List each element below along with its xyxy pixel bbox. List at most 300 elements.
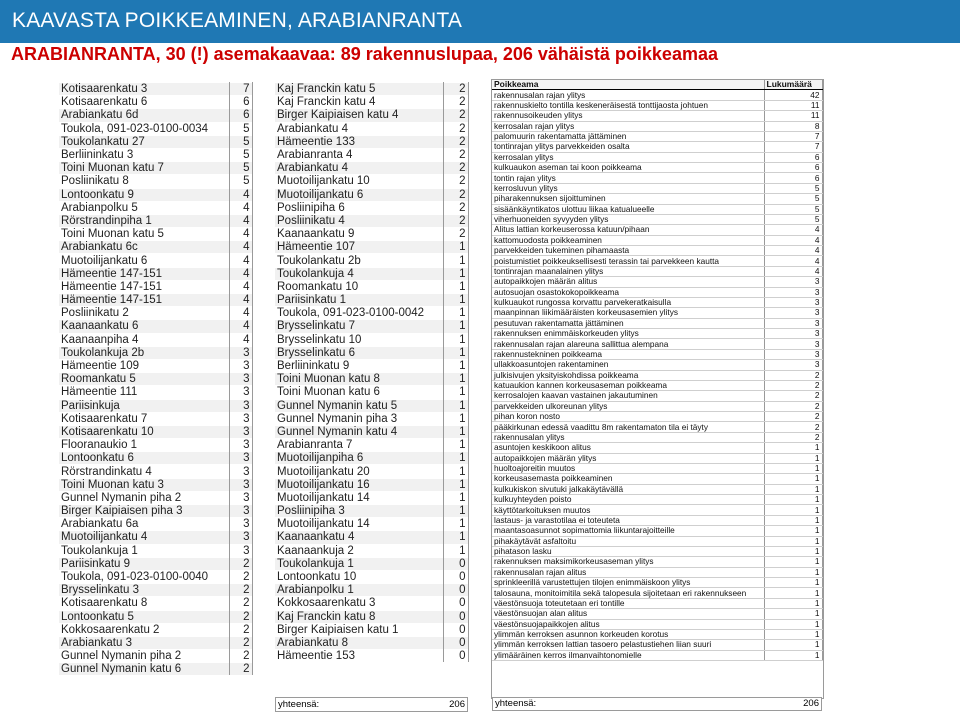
row-label: autopaikkojen määrän alitus bbox=[492, 277, 764, 287]
table-row bbox=[275, 188, 468, 201]
table-row bbox=[59, 597, 252, 610]
row-label: asuntojen keskikoon alitus bbox=[492, 443, 764, 453]
row-count: 1 bbox=[443, 320, 468, 333]
table-row bbox=[59, 610, 252, 623]
row-label: Toukola, 091-023-0100-0040 bbox=[59, 570, 229, 583]
table-row bbox=[59, 636, 252, 649]
row-label: autosuojan osastokokopoikkeama bbox=[492, 287, 764, 297]
table-row bbox=[492, 194, 822, 204]
row-count: 0 bbox=[443, 610, 468, 623]
row-count: 1 bbox=[443, 307, 468, 320]
row-label: Posliinikatu 2 bbox=[59, 307, 229, 320]
row-count: 2 bbox=[443, 228, 468, 241]
row-label: julkisivujen yksityiskohdissa poikkeama bbox=[492, 370, 764, 380]
row-label: Gunnel Nymanin katu 6 bbox=[59, 663, 229, 676]
row-count: 6 bbox=[229, 109, 252, 122]
total-label: yhteensä: bbox=[278, 699, 320, 710]
row-label: väestönsuojan alan alitus bbox=[492, 609, 764, 619]
deviation-table-total bbox=[492, 697, 822, 711]
table-row bbox=[59, 570, 252, 583]
table-row bbox=[492, 422, 822, 432]
row-count: 2 bbox=[443, 148, 468, 161]
row-count: 4 bbox=[229, 280, 252, 293]
row-label: Pariisinkatu 1 bbox=[275, 294, 443, 307]
table-row bbox=[275, 254, 468, 267]
table-row bbox=[492, 360, 822, 370]
table-row bbox=[492, 588, 822, 598]
table-row bbox=[275, 544, 468, 557]
row-label: parvekkeiden tukeminen pihamaasta bbox=[492, 246, 764, 256]
table-row bbox=[59, 399, 252, 412]
row-label: rakennusalan rajan ylitys bbox=[492, 90, 764, 100]
row-label: pihatason lasku bbox=[492, 546, 764, 556]
row-count: 1 bbox=[443, 439, 468, 452]
table-row bbox=[59, 294, 252, 307]
row-label: Gunnel Nymanin katu 4 bbox=[275, 425, 443, 438]
table-row bbox=[59, 307, 252, 320]
deviation-table-header bbox=[492, 80, 822, 90]
row-label: Muotoilijankatu 6 bbox=[275, 188, 443, 201]
row-label: Arabiankatu 4 bbox=[275, 122, 443, 135]
table-row bbox=[275, 478, 468, 491]
row-count: 2 bbox=[229, 570, 252, 583]
row-count: 4 bbox=[764, 225, 822, 235]
address-table-left bbox=[59, 82, 253, 675]
row-label: Toukolankuja 1 bbox=[59, 544, 229, 557]
table-row bbox=[275, 359, 468, 372]
row-label: Kotisaarenkatu 3 bbox=[59, 83, 229, 96]
row-label: Arabiankatu 6d bbox=[59, 109, 229, 122]
row-count: 1 bbox=[764, 619, 822, 629]
row-count: 1 bbox=[443, 294, 468, 307]
row-label: Toukola, 091-023-0100-0034 bbox=[59, 122, 229, 135]
table-row bbox=[492, 474, 822, 484]
table-row bbox=[59, 623, 252, 636]
table-row bbox=[492, 235, 822, 245]
row-label: autopaikkojen määrän ylitys bbox=[492, 453, 764, 463]
table-row bbox=[492, 370, 822, 380]
row-count: 11 bbox=[764, 100, 822, 110]
row-count: 3 bbox=[229, 478, 252, 491]
row-count: 5 bbox=[764, 214, 822, 224]
row-count: 0 bbox=[443, 584, 468, 597]
row-label: Toini Muonan katu 8 bbox=[275, 373, 443, 386]
table-row bbox=[492, 401, 822, 411]
row-label: sprinkleerillä varustettujen tilojen enimmäiskoon ylitys bbox=[492, 578, 764, 588]
row-label: rakennusalan rajan alareuna sallittua alempana bbox=[492, 339, 764, 349]
row-label: Birger Kaipiaisen katu 4 bbox=[275, 109, 443, 122]
row-count: 3 bbox=[764, 277, 822, 287]
header-cell-count: Lukumäärä bbox=[764, 80, 822, 90]
table-row bbox=[59, 148, 252, 161]
row-label: ylimmän kerroksen asunnon korkeuden korotus bbox=[492, 629, 764, 639]
table-row bbox=[59, 425, 252, 438]
table-row bbox=[492, 121, 822, 131]
row-label: Hämeentie 109 bbox=[59, 359, 229, 372]
row-count: 1 bbox=[764, 557, 822, 567]
table-row bbox=[275, 373, 468, 386]
row-count: 1 bbox=[764, 526, 822, 536]
row-count: 3 bbox=[764, 360, 822, 370]
table-row bbox=[492, 163, 822, 173]
row-label: viherhuoneiden syvyyden ylitys bbox=[492, 214, 764, 224]
row-label: Posliinikatu 4 bbox=[275, 214, 443, 227]
row-label: katuaukion kannen korkeusaseman poikkeama bbox=[492, 380, 764, 390]
address-table-middle bbox=[275, 82, 469, 662]
table-row bbox=[492, 256, 822, 266]
row-count: 1 bbox=[764, 443, 822, 453]
row-label: palomuurin rakentamatta jättäminen bbox=[492, 131, 764, 141]
table-row bbox=[492, 515, 822, 525]
row-label: Hämeentie 147-151 bbox=[59, 280, 229, 293]
row-label: Toukolankatu 27 bbox=[59, 135, 229, 148]
row-label: Brysselinkatu 6 bbox=[275, 346, 443, 359]
table-row bbox=[59, 557, 252, 570]
table-row bbox=[492, 505, 822, 515]
table-row bbox=[59, 228, 252, 241]
row-label: Lontoonkatu 5 bbox=[59, 610, 229, 623]
table-row bbox=[275, 109, 468, 122]
row-count: 4 bbox=[764, 256, 822, 266]
row-count: 4 bbox=[229, 241, 252, 254]
row-count: 2 bbox=[764, 370, 822, 380]
table-row bbox=[492, 536, 822, 546]
row-label: Berliininkatu 9 bbox=[275, 359, 443, 372]
table-row bbox=[59, 544, 252, 557]
table-row bbox=[59, 214, 252, 227]
row-count: 2 bbox=[229, 597, 252, 610]
row-label: Roomankatu 5 bbox=[59, 373, 229, 386]
row-count: 2 bbox=[764, 412, 822, 422]
row-count: 4 bbox=[229, 307, 252, 320]
table-row bbox=[275, 228, 468, 241]
table-row bbox=[492, 318, 822, 328]
row-count: 3 bbox=[229, 452, 252, 465]
row-count: 5 bbox=[229, 148, 252, 161]
row-count: 4 bbox=[229, 267, 252, 280]
row-count: 3 bbox=[764, 318, 822, 328]
row-label: Gunnel Nymanin piha 2 bbox=[59, 650, 229, 663]
row-label: Muotoilijankatu 10 bbox=[275, 175, 443, 188]
table-row bbox=[492, 650, 822, 660]
row-label: kulkuaukot rungossa korvattu parvekeratkaisulla bbox=[492, 297, 764, 307]
table-row bbox=[275, 386, 468, 399]
row-label: korkeusasemasta poikkeaminen bbox=[492, 474, 764, 484]
table-row bbox=[59, 386, 252, 399]
table-row bbox=[59, 584, 252, 597]
row-count: 2 bbox=[443, 109, 468, 122]
row-label: rakennusalan rajan alitus bbox=[492, 567, 764, 577]
row-count: 3 bbox=[229, 373, 252, 386]
row-label: Gunnel Nymanin katu 5 bbox=[275, 399, 443, 412]
table-row bbox=[275, 570, 468, 583]
row-label: tontin rajan ylitys bbox=[492, 173, 764, 183]
row-count: 0 bbox=[443, 623, 468, 636]
row-count: 2 bbox=[229, 557, 252, 570]
table-row bbox=[275, 412, 468, 425]
row-label: Muotoilijankatu 20 bbox=[275, 465, 443, 478]
row-count: 4 bbox=[229, 320, 252, 333]
header-cell-deviation: Poikkeama bbox=[492, 80, 764, 90]
row-count: 2 bbox=[229, 610, 252, 623]
table-row bbox=[275, 333, 468, 346]
row-label: huoltoajoreitin muutos bbox=[492, 463, 764, 473]
row-count: 6 bbox=[764, 173, 822, 183]
page-subtitle: ARABIANRANTA, 30 (!) asemakaavaa: 89 rakennuslupaa, 206 vähäistä poikkeamaa bbox=[11, 44, 718, 64]
row-count: 3 bbox=[229, 399, 252, 412]
row-count: 1 bbox=[764, 463, 822, 473]
deviation-table bbox=[492, 80, 823, 661]
row-label: Arabianranta 4 bbox=[275, 148, 443, 161]
table-row bbox=[492, 90, 822, 100]
row-count: 1 bbox=[443, 399, 468, 412]
row-label: Arabianranta 7 bbox=[275, 439, 443, 452]
row-count: 2 bbox=[443, 122, 468, 135]
page-title: KAAVASTA POIKKEAMINEN, ARABIANRANTA bbox=[12, 9, 463, 32]
table-row bbox=[275, 175, 468, 188]
row-label: rakennuksen maksimikorkeusaseman ylitys bbox=[492, 557, 764, 567]
row-label: Kokkosaarenkatu 2 bbox=[59, 623, 229, 636]
row-label: Hämeentie 133 bbox=[275, 135, 443, 148]
row-count: 1 bbox=[764, 588, 822, 598]
row-count: 1 bbox=[443, 505, 468, 518]
row-count: 1 bbox=[764, 505, 822, 515]
row-count: 2 bbox=[764, 380, 822, 390]
row-label: poistumistiet poikkeuksellisesti terassin tai parvekkeen kautta bbox=[492, 256, 764, 266]
row-label: ylimmän kerroksen lattian tasoero pelastustiehen liian suuri bbox=[492, 640, 764, 650]
row-count: 7 bbox=[764, 142, 822, 152]
row-label: Birger Kaipiaisen katu 1 bbox=[275, 623, 443, 636]
row-count: 3 bbox=[764, 287, 822, 297]
table-row bbox=[59, 122, 252, 135]
table-row bbox=[492, 277, 822, 287]
row-label: Kaj Franckin katu 8 bbox=[275, 610, 443, 623]
table-row bbox=[492, 463, 822, 473]
table-row bbox=[59, 478, 252, 491]
row-label: Kaj Franckin katu 5 bbox=[275, 83, 443, 96]
row-label: kerrosluvun ylitys bbox=[492, 183, 764, 193]
table-row bbox=[492, 339, 822, 349]
row-count: 3 bbox=[229, 518, 252, 531]
row-count: 0 bbox=[443, 597, 468, 610]
row-count: 2 bbox=[443, 188, 468, 201]
row-count: 0 bbox=[443, 636, 468, 649]
row-count: 1 bbox=[443, 478, 468, 491]
row-count: 5 bbox=[229, 122, 252, 135]
row-count: 0 bbox=[443, 650, 468, 663]
row-count: 4 bbox=[229, 294, 252, 307]
table-row bbox=[59, 267, 252, 280]
row-count: 1 bbox=[764, 495, 822, 505]
row-label: Kotisaarenkatu 7 bbox=[59, 412, 229, 425]
deviation-table-body bbox=[492, 80, 822, 661]
row-label: Kaanaankatu 9 bbox=[275, 228, 443, 241]
row-label: Toukolankuja 1 bbox=[275, 557, 443, 570]
row-count: 1 bbox=[764, 640, 822, 650]
row-count: 1 bbox=[443, 425, 468, 438]
row-count: 3 bbox=[229, 346, 252, 359]
row-count: 1 bbox=[443, 241, 468, 254]
table-row bbox=[275, 346, 468, 359]
row-count: 3 bbox=[229, 544, 252, 557]
row-count: 1 bbox=[443, 465, 468, 478]
row-count: 1 bbox=[443, 544, 468, 557]
row-label: kerrosalan ylitys bbox=[492, 152, 764, 162]
row-count: 42 bbox=[764, 90, 822, 100]
row-label: Hämeentie 107 bbox=[275, 241, 443, 254]
table-row bbox=[492, 432, 822, 442]
table-row bbox=[59, 412, 252, 425]
table-row bbox=[492, 349, 822, 359]
row-label: Pariisinkatu 9 bbox=[59, 557, 229, 570]
row-label: Arabiankatu 6a bbox=[59, 518, 229, 531]
row-label: Kotisaarenkatu 10 bbox=[59, 425, 229, 438]
row-label: Posliinipiha 3 bbox=[275, 505, 443, 518]
row-count: 6 bbox=[229, 96, 252, 109]
row-label: Kaanaankatu 6 bbox=[59, 320, 229, 333]
table-row bbox=[275, 623, 468, 636]
row-label: rakennuksen enimmäiskorkeuden ylitys bbox=[492, 329, 764, 339]
row-count: 5 bbox=[229, 175, 252, 188]
row-count: 1 bbox=[443, 412, 468, 425]
row-label: kerrosalan rajan ylitys bbox=[492, 121, 764, 131]
table-row bbox=[275, 584, 468, 597]
table-row bbox=[59, 135, 252, 148]
row-count: 1 bbox=[764, 474, 822, 484]
row-count: 4 bbox=[229, 333, 252, 346]
row-label: väestönsuojapaikkojen alitus bbox=[492, 619, 764, 629]
table-row bbox=[492, 546, 822, 556]
row-label: Kotisaarenkatu 8 bbox=[59, 597, 229, 610]
table-row bbox=[492, 443, 822, 453]
table-row bbox=[492, 526, 822, 536]
row-count: 2 bbox=[443, 162, 468, 175]
table-row bbox=[59, 663, 252, 676]
row-label: Lontoonkatu 6 bbox=[59, 452, 229, 465]
row-label: Roomankatu 10 bbox=[275, 280, 443, 293]
table-row bbox=[492, 578, 822, 588]
row-count: 1 bbox=[764, 567, 822, 577]
row-label: Kaanaankuja 2 bbox=[275, 544, 443, 557]
row-label: Toini Muonan katu 5 bbox=[59, 228, 229, 241]
row-count: 1 bbox=[443, 280, 468, 293]
table-row bbox=[492, 484, 822, 494]
row-label: Muotoilijankatu 14 bbox=[275, 491, 443, 504]
table-row bbox=[275, 425, 468, 438]
table-row bbox=[275, 135, 468, 148]
row-label: Muotoilijankatu 16 bbox=[275, 478, 443, 491]
row-count: 1 bbox=[443, 518, 468, 531]
row-count: 3 bbox=[229, 531, 252, 544]
row-count: 5 bbox=[764, 183, 822, 193]
row-label: Hämeentie 153 bbox=[275, 650, 443, 663]
address-table-middle-total bbox=[275, 697, 468, 712]
row-label: Posliinikatu 8 bbox=[59, 175, 229, 188]
row-label: Posliinipiha 6 bbox=[275, 201, 443, 214]
table-row bbox=[492, 609, 822, 619]
table-row bbox=[59, 241, 252, 254]
row-label: rakennustekninen poikkeama bbox=[492, 349, 764, 359]
table-row bbox=[59, 452, 252, 465]
table-row bbox=[492, 111, 822, 121]
row-count: 2 bbox=[229, 623, 252, 636]
row-label: rakennusalan ylitys bbox=[492, 432, 764, 442]
table-row bbox=[275, 280, 468, 293]
row-label: Arabiankatu 3 bbox=[59, 636, 229, 649]
row-label: Arabiankatu 4 bbox=[275, 162, 443, 175]
row-label: kattomuodosta poikkeaminen bbox=[492, 235, 764, 245]
title-bar bbox=[0, 0, 960, 43]
row-count: 5 bbox=[764, 204, 822, 214]
row-count: 2 bbox=[443, 135, 468, 148]
row-count: 3 bbox=[229, 412, 252, 425]
total-value: 206 bbox=[803, 698, 819, 709]
table-row bbox=[275, 162, 468, 175]
row-label: Gunnel Nymanin piha 3 bbox=[275, 412, 443, 425]
row-label: pääkirkunan edessä vaadittu 8m rakentamaton tila ei täyty bbox=[492, 422, 764, 432]
total-value: 206 bbox=[449, 699, 465, 710]
row-label: Brysselinkatu 10 bbox=[275, 333, 443, 346]
row-label: Kaj Franckin katu 4 bbox=[275, 96, 443, 109]
table-row bbox=[59, 188, 252, 201]
row-label: Toini Muonan katu 7 bbox=[59, 162, 229, 175]
row-count: 2 bbox=[443, 96, 468, 109]
table-row bbox=[275, 518, 468, 531]
row-count: 3 bbox=[229, 425, 252, 438]
row-label: Brysselinkatu 7 bbox=[275, 320, 443, 333]
row-count: 1 bbox=[764, 629, 822, 639]
row-label: Toini Muonan katu 6 bbox=[275, 386, 443, 399]
row-label: Toukola, 091-023-0100-0042 bbox=[275, 307, 443, 320]
row-label: Lontoonkatu 9 bbox=[59, 188, 229, 201]
row-label: väestönsuoja toteutetaan eri tontille bbox=[492, 598, 764, 608]
row-label: Hämeentie 147-151 bbox=[59, 267, 229, 280]
row-count: 2 bbox=[764, 422, 822, 432]
row-count: 1 bbox=[443, 359, 468, 372]
table-row bbox=[492, 329, 822, 339]
row-count: 3 bbox=[764, 349, 822, 359]
table-row bbox=[492, 204, 822, 214]
row-label: Hämeentie 111 bbox=[59, 386, 229, 399]
row-label: Berliininkatu 3 bbox=[59, 148, 229, 161]
row-count: 4 bbox=[764, 266, 822, 276]
row-count: 3 bbox=[229, 505, 252, 518]
table-row bbox=[492, 173, 822, 183]
table-row bbox=[275, 452, 468, 465]
row-label: Toini Muonan katu 3 bbox=[59, 478, 229, 491]
table-row bbox=[275, 399, 468, 412]
table-row bbox=[275, 557, 468, 570]
row-count: 4 bbox=[229, 201, 252, 214]
row-count: 3 bbox=[764, 329, 822, 339]
row-count: 3 bbox=[229, 465, 252, 478]
row-count: 7 bbox=[229, 83, 252, 96]
table-row bbox=[492, 557, 822, 567]
row-label: Muotoilijankatu 6 bbox=[59, 254, 229, 267]
table-row bbox=[275, 122, 468, 135]
table-row bbox=[59, 650, 252, 663]
row-label: Arabiankatu 6c bbox=[59, 241, 229, 254]
table-row bbox=[275, 96, 468, 109]
table-row bbox=[59, 109, 252, 122]
table-row bbox=[59, 175, 252, 188]
row-label: Arabianpolku 1 bbox=[275, 584, 443, 597]
table-row bbox=[275, 241, 468, 254]
table-row bbox=[59, 201, 252, 214]
table-row bbox=[59, 505, 252, 518]
row-count: 4 bbox=[229, 188, 252, 201]
table-row bbox=[59, 518, 252, 531]
